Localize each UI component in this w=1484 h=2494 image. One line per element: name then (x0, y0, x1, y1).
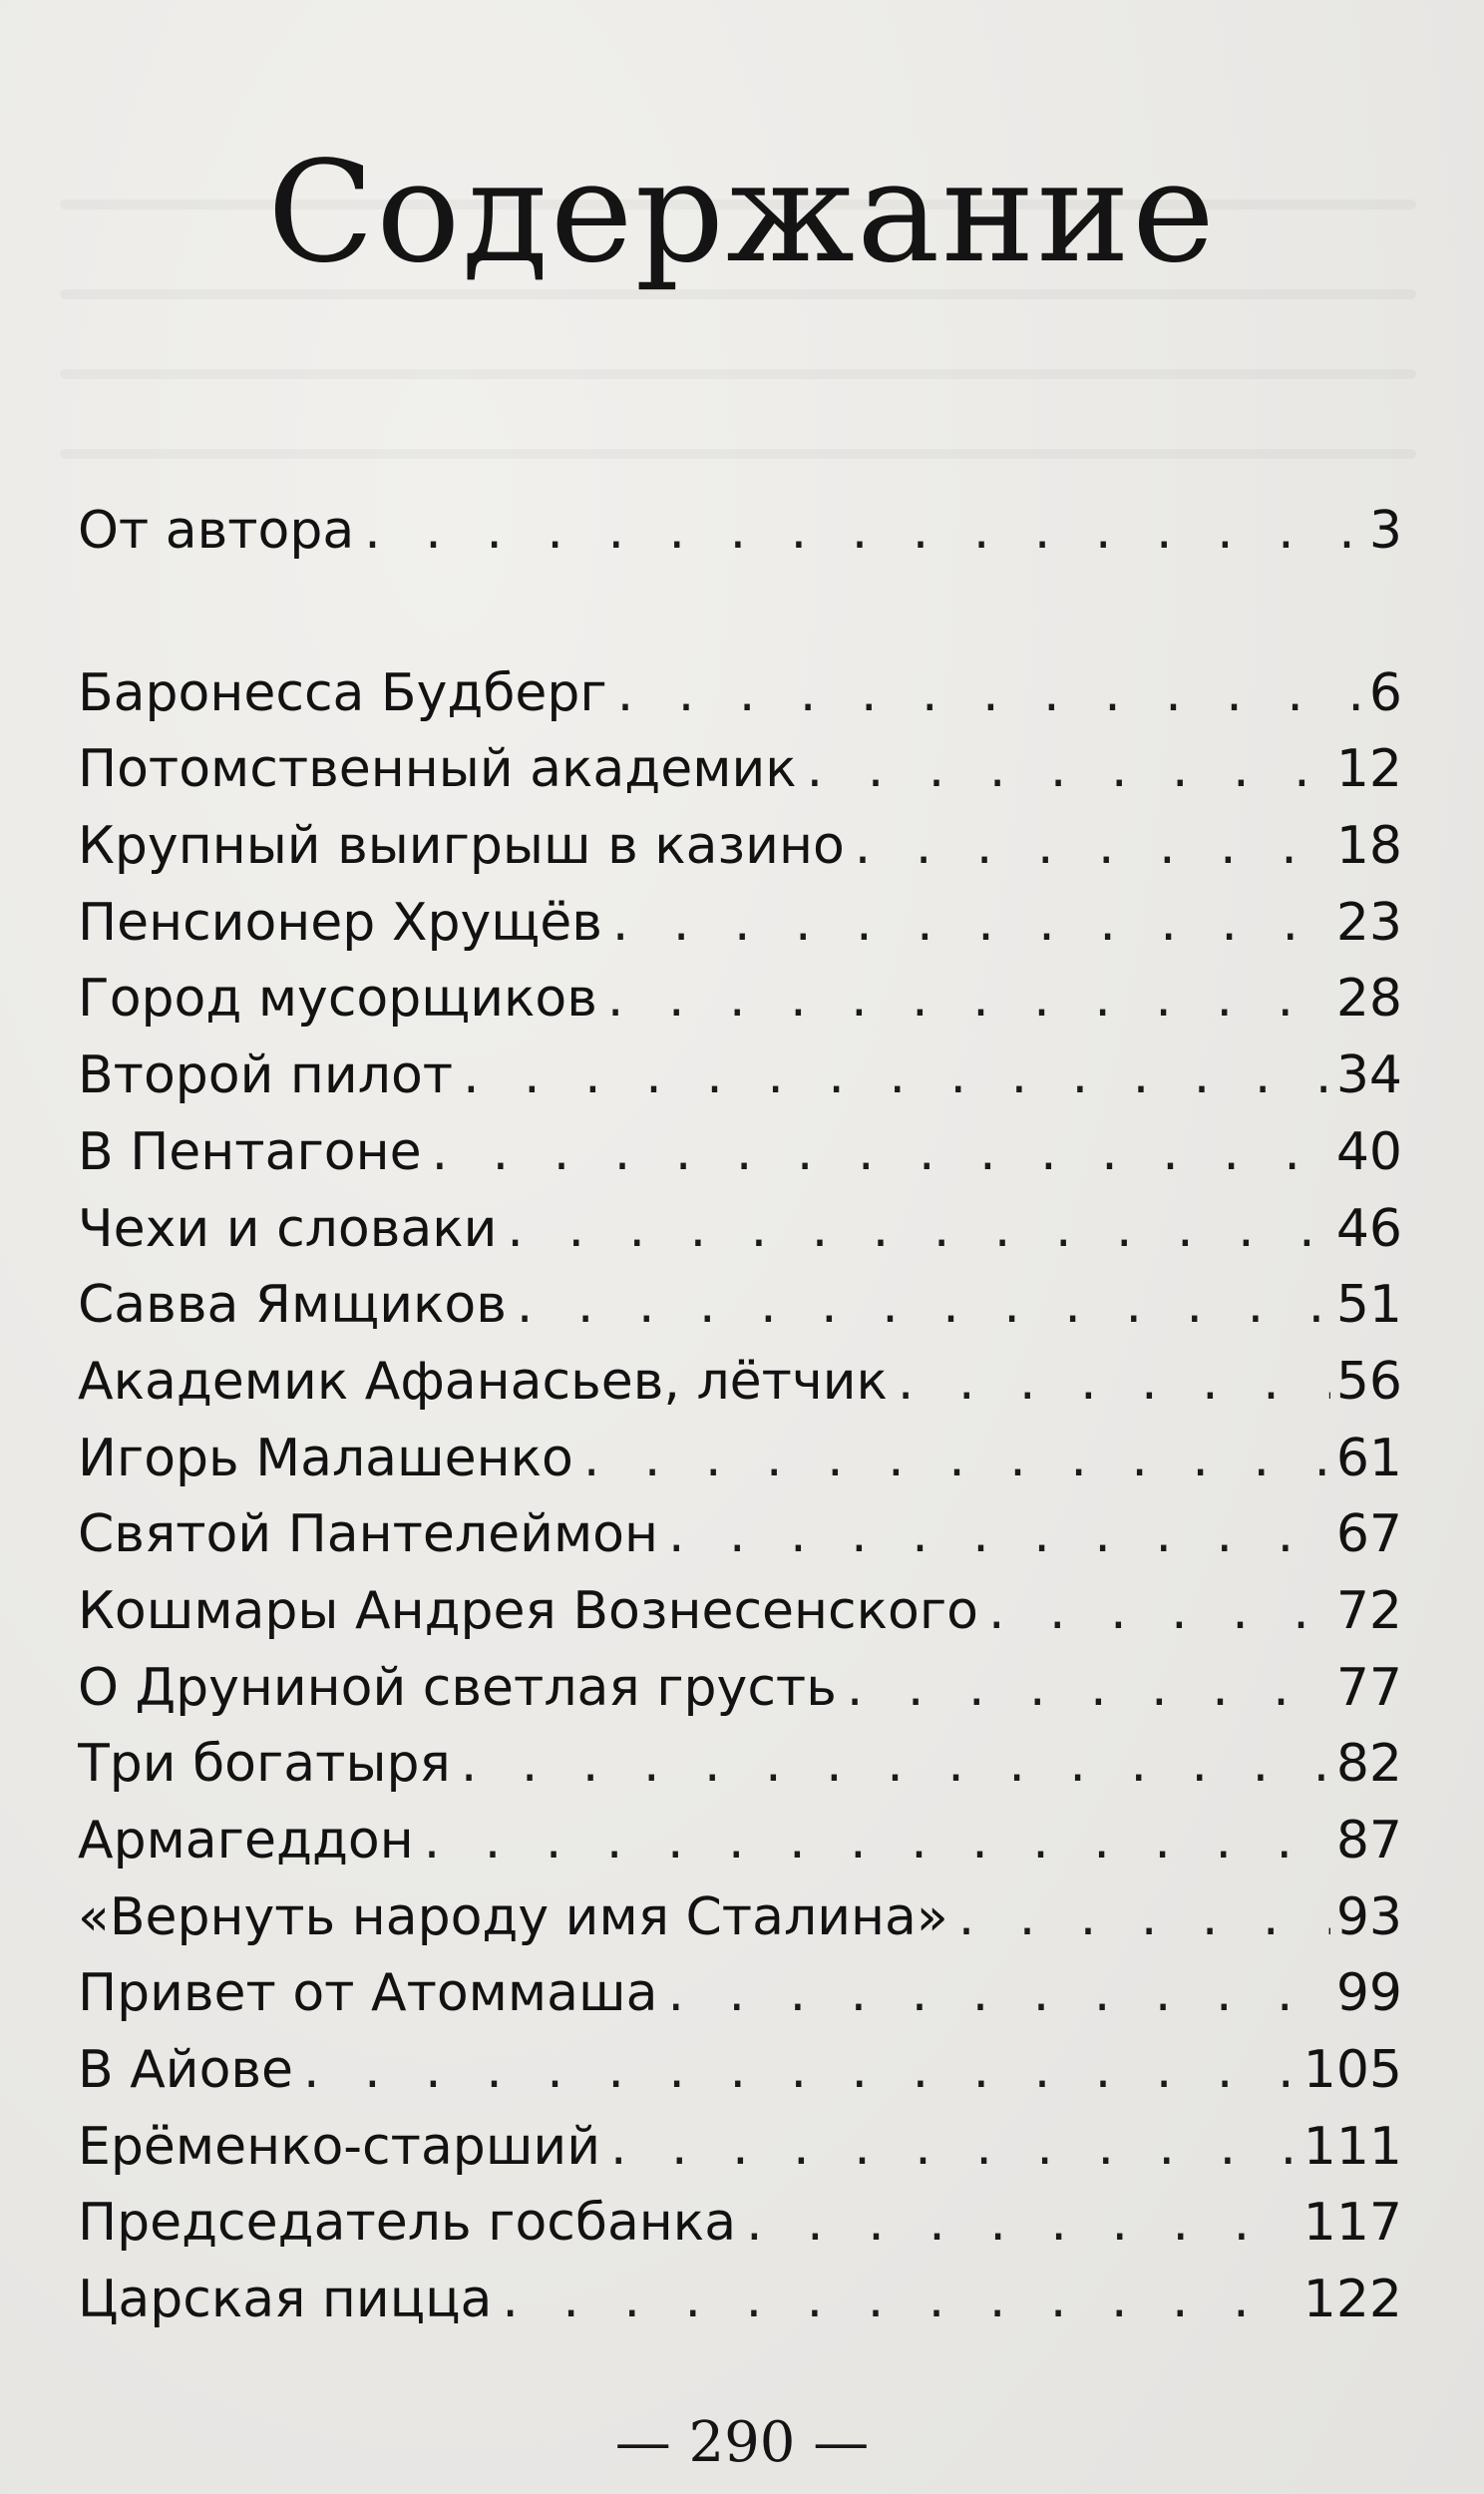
toc-leader-dots (617, 655, 1363, 732)
toc-entry-title: Три богатыря (78, 1734, 451, 1795)
toc-entry-title: Председатель госбанка (78, 2193, 737, 2254)
toc-entry-page: 40 (1335, 1121, 1402, 1182)
toc-leader-dots (461, 1726, 1330, 1803)
toc-entry-title: Крупный выигрыш в казино (78, 816, 845, 877)
toc-entry[interactable] (78, 1879, 1402, 1956)
toc-entry-page: 67 (1335, 1504, 1402, 1565)
toc-entry-page: 61 (1335, 1428, 1402, 1488)
toc-entry-title: Савва Ямщиков (78, 1275, 507, 1336)
toc-entry-page: 99 (1335, 1963, 1402, 2024)
toc-entry[interactable] (78, 1650, 1402, 1727)
toc-leader-dots (958, 1879, 1330, 1956)
toc-entry[interactable] (78, 1038, 1402, 1114)
toc-entry-title: Второй пилот (78, 1045, 454, 1106)
toc-entry[interactable] (78, 1726, 1402, 1803)
toc-leader-dots (668, 1496, 1330, 1573)
toc-entry[interactable] (78, 1114, 1402, 1191)
toc-leader-dots (303, 2032, 1298, 2109)
toc-entry-page: 46 (1335, 1198, 1402, 1259)
toc-entry-title: Кошмары Андрея Вознесенского (78, 1580, 978, 1641)
toc-entry[interactable] (78, 1267, 1402, 1344)
toc-entry-title: Привет от Атоммаша (78, 1963, 658, 2024)
page-title: Содержание (267, 131, 1217, 294)
toc-leader-dots (607, 961, 1330, 1038)
toc-entry-page: 82 (1335, 1734, 1402, 1795)
toc-entry-page: 117 (1302, 2193, 1402, 2254)
toc-leader-dots (667, 1955, 1329, 2032)
toc-entry[interactable] (78, 961, 1402, 1038)
toc-entry-page: 77 (1335, 1657, 1402, 1718)
toc-entry-page: 72 (1335, 1580, 1402, 1641)
toc-entry[interactable] (78, 1421, 1402, 1497)
toc-entry[interactable] (78, 808, 1402, 885)
toc-leader-dots (432, 1114, 1330, 1191)
toc-entry-page: 111 (1302, 2116, 1402, 2177)
toc-entry[interactable] (78, 1955, 1402, 2032)
toc-entry[interactable] (78, 1803, 1402, 1879)
toc-entry[interactable] (78, 2262, 1402, 2338)
toc-entry-title: Город мусорщиков (78, 969, 597, 1030)
toc-leader-dots (502, 2262, 1297, 2338)
toc-leader-dots (507, 1191, 1329, 1268)
toc-entry[interactable] (78, 1191, 1402, 1268)
toc-entry-title: Потомственный академик (78, 739, 797, 800)
toc-entry-page: 34 (1335, 1045, 1402, 1106)
toc-entry[interactable] (78, 1573, 1402, 1650)
toc-entry[interactable] (78, 885, 1402, 962)
toc-entry-page: 87 (1335, 1811, 1402, 1870)
toc-entry[interactable] (78, 493, 1402, 570)
toc-leader-dots (855, 808, 1330, 885)
toc-entry-title: В Айове (78, 2040, 294, 2101)
toc-entry[interactable] (78, 731, 1402, 808)
toc-entry-title: Пенсионер Хрущёв (78, 892, 602, 953)
toc-entry-page: 3 (1368, 501, 1402, 561)
toc-entry-title: О Друниной светлая грусть (78, 1657, 837, 1718)
toc-entry-page: 93 (1335, 1886, 1402, 1947)
toc-leader-dots (364, 493, 1363, 570)
toc-leader-dots (463, 1038, 1330, 1114)
toc-entry[interactable] (78, 2032, 1402, 2109)
toc-entry-title: Армагеддон (78, 1811, 414, 1870)
toc-entry-page: 51 (1335, 1275, 1402, 1336)
toc-entry-title: Игорь Малашенко (78, 1428, 573, 1488)
toc-entry-page: 6 (1368, 662, 1402, 723)
page-number: — 290 — (614, 2410, 870, 2475)
toc-entry-title: Царская пицца (78, 2270, 493, 2330)
toc-entry-page: 12 (1335, 739, 1402, 800)
toc-entry-page: 122 (1302, 2270, 1402, 2330)
toc-entry-title: Святой Пантелеймон (78, 1504, 658, 1565)
toc-entry-title: В Пентагоне (78, 1121, 422, 1182)
toc-entry-title: Ерёменко-старший (78, 2116, 600, 2177)
toc-entry-page: 18 (1335, 816, 1402, 877)
toc-leader-dots (898, 1344, 1330, 1421)
toc-leader-dots (610, 2109, 1298, 2186)
toc-leader-dots (612, 885, 1330, 962)
toc-entry[interactable] (78, 1496, 1402, 1573)
toc-leader-dots (517, 1267, 1330, 1344)
toc-leader-dots (424, 1803, 1330, 1879)
toc-leader-dots (988, 1573, 1330, 1650)
toc-entry-page: 23 (1335, 892, 1402, 953)
toc-entry-title: От автора (78, 501, 355, 561)
toc-leader-dots (847, 1650, 1330, 1727)
table-of-contents (78, 493, 1402, 2338)
toc-entry-title: «Вернуть народу имя Сталина» (78, 1886, 948, 1947)
toc-entry[interactable] (78, 2185, 1402, 2262)
toc-entry-page: 28 (1335, 969, 1402, 1030)
toc-leader-dots (807, 731, 1330, 808)
bleed-through-line (60, 369, 1416, 379)
toc-entry[interactable] (78, 1344, 1402, 1421)
toc-leader-dots (583, 1421, 1330, 1497)
toc-entry-page: 56 (1335, 1351, 1402, 1412)
toc-entry-title: Чехи и словаки (78, 1198, 498, 1259)
toc-entry-title: Академик Афанасьев, лётчик (78, 1351, 888, 1412)
bleed-through-line (60, 449, 1416, 459)
toc-entry-page: 105 (1302, 2040, 1402, 2101)
toc-leader-dots (746, 2185, 1298, 2262)
toc-entry[interactable] (78, 655, 1402, 732)
toc-entry[interactable] (78, 2109, 1402, 2186)
toc-entry-title: Баронесса Будберг (78, 662, 607, 723)
